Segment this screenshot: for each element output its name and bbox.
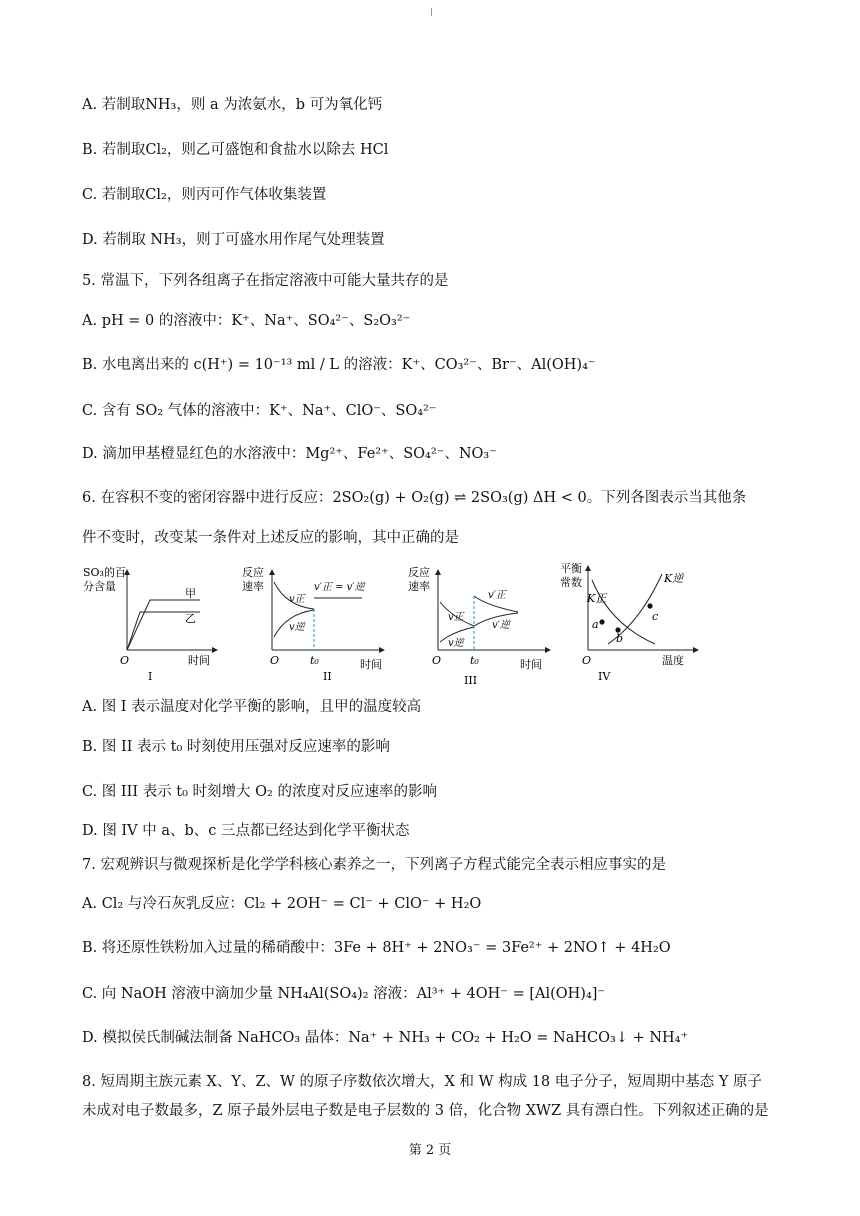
q6-figures [82, 562, 702, 692]
q7-stem: 7. 宏观辨识与微观探析是化学学科核心素养之一，下列离子方程式能完全表示相应事实的是 [82, 857, 666, 873]
fig1-caption: I [148, 670, 153, 683]
q4-option-b: B. 若制取Cl₂，则乙可盛饱和食盐水以除去 HCl [82, 142, 389, 158]
fig1-ylabel-2: 分含量 [83, 580, 116, 593]
svg-text:O: O [432, 654, 442, 667]
fig1-ylabel-1: SO₃的百 [83, 566, 126, 579]
svg-text:速率: 速率 [242, 580, 264, 593]
q4-option-d: D. 若制取 NH₃，则丁可盛水用作尾气处理装置 [82, 232, 385, 248]
q7-option-d: D. 模拟侯氏制碱法制备 NaHCO₃ 晶体：Na⁺ + NH₃ + CO₂ + H₂O = NaHCO₃↓ + NH₄⁺ [82, 1030, 689, 1046]
svg-text:K逆: K逆 [664, 572, 684, 585]
svg-text:温度: 温度 [662, 654, 684, 667]
fig1-curve-jia [127, 600, 200, 650]
svg-text:速率: 速率 [408, 580, 430, 593]
q4-option-c: C. 若制取Cl₂，则丙可作气体收集装置 [82, 187, 327, 203]
q6-option-a: A. 图 I 表示温度对化学平衡的影响，且甲的温度较高 [82, 699, 422, 715]
svg-text:v正: v正 [448, 612, 464, 623]
svg-text:v′逆: v′逆 [492, 620, 510, 631]
fig1-series-jia: 甲 [185, 587, 196, 600]
q6-option-c: C. 图 III 表示 t₀ 时刻增大 O₂ 的浓度对反应速率的影响 [82, 784, 437, 800]
q6-stem-line2: 件不变时，改变某一条件对上述反应的影响，其中正确的是 [82, 530, 459, 546]
q7-option-c: C. 向 NaOH 溶液中滴加少量 NH₄Al(SO₄)₂ 溶液：Al³⁺ + 4OH⁻ = [Al(OH)₄]⁻ [82, 986, 606, 1002]
header-mark [431, 8, 432, 16]
svg-text:反应: 反应 [408, 566, 430, 579]
q8-line1: 8. 短周期主族元素 X、Y、Z、W 的原子序数依次增大，X 和 W 构成 18 电子分子，短周期中基态 Y 原子 [82, 1074, 763, 1090]
fig1-series-yi: 乙 [185, 612, 196, 625]
svg-text:时间: 时间 [360, 658, 382, 671]
page-footer: 第 2 页 [408, 1143, 452, 1158]
svg-text:b: b [616, 632, 624, 645]
q8-line2: 未成对电子数最多，Z 原子最外层电子数是电子层数的 3 倍，化合物 XWZ 具有漂白性。下列叙述正确的是 [82, 1103, 769, 1119]
svg-text:O: O [270, 654, 280, 667]
fig1-xlabel: 时间 [188, 654, 210, 667]
svg-text:K正: K正 [587, 592, 607, 605]
figure-4 [560, 562, 702, 687]
figure-1 [82, 562, 222, 687]
svg-text:O: O [582, 654, 592, 667]
svg-text:时间: 时间 [520, 658, 542, 671]
svg-text:常数: 常数 [560, 576, 582, 589]
q5-option-d: D. 滴加甲基橙显红色的水溶液中：Mg²⁺、Fe²⁺、SO₄²⁻、NO₃⁻ [82, 446, 497, 462]
svg-text:v逆: v逆 [448, 638, 464, 649]
q6-stem-line1: 6. 在容积不变的密闭容器中进行反应：2SO₂(g) + O₂(g) ⇌ 2SO₃(g) ΔH < 0。下列各图表示当其他条 [82, 490, 747, 506]
q7-option-a: A. Cl₂ 与冷石灰乳反应：Cl₂ + 2OH⁻ = Cl⁻ + ClO⁻ + H₂O [82, 896, 482, 912]
svg-text:t₀: t₀ [470, 654, 479, 667]
svg-text:a: a [592, 618, 599, 631]
q5-stem: 5. 常温下，下列各组离子在指定溶液中可能大量共存的是 [82, 273, 449, 289]
fig1-origin: O [120, 654, 130, 667]
svg-text:v正: v正 [289, 594, 305, 605]
q6-option-b: B. 图 II 表示 t₀ 时刻使用压强对反应速率的影响 [82, 739, 390, 755]
svg-text:反应: 反应 [242, 566, 264, 579]
svg-text:t₀: t₀ [310, 654, 319, 667]
svg-text:v′正 = v′逆: v′正 = v′逆 [314, 582, 365, 593]
svg-text:IV: IV [598, 670, 611, 683]
figure-2 [234, 562, 394, 687]
q5-option-a: A. pH = 0 的溶液中：K⁺、Na⁺、SO₄²⁻、S₂O₃²⁻ [82, 313, 411, 329]
q5-option-b: B. 水电离出来的 c(H⁺) = 10⁻¹³ ml / L 的溶液：K⁺、CO₃²⁻、Br⁻、Al(OH)₄⁻ [82, 357, 596, 373]
svg-text:v逆: v逆 [289, 622, 305, 633]
q5-option-c: C. 含有 SO₂ 气体的溶液中：K⁺、Na⁺、ClO⁻、SO₄²⁻ [82, 403, 437, 419]
svg-text:II: II [323, 670, 332, 683]
svg-text:c: c [652, 610, 659, 623]
q4-option-a: A. 若制取NH₃，则 a 为浓氨水，b 可为氧化钙 [82, 97, 383, 113]
q7-option-b: B. 将还原性铁粉加入过量的稀硝酸中：3Fe + 8H⁺ + 2NO₃⁻ = 3Fe²⁺ + 2NO↑ + 4H₂O [82, 940, 671, 956]
q6-option-d: D. 图 IV 中 a、b、c 三点都已经达到化学平衡状态 [82, 823, 410, 839]
figure-3 [400, 562, 560, 687]
svg-text:v′正: v′正 [488, 590, 506, 601]
svg-text:平衡: 平衡 [560, 562, 582, 575]
svg-text:III: III [464, 674, 478, 687]
